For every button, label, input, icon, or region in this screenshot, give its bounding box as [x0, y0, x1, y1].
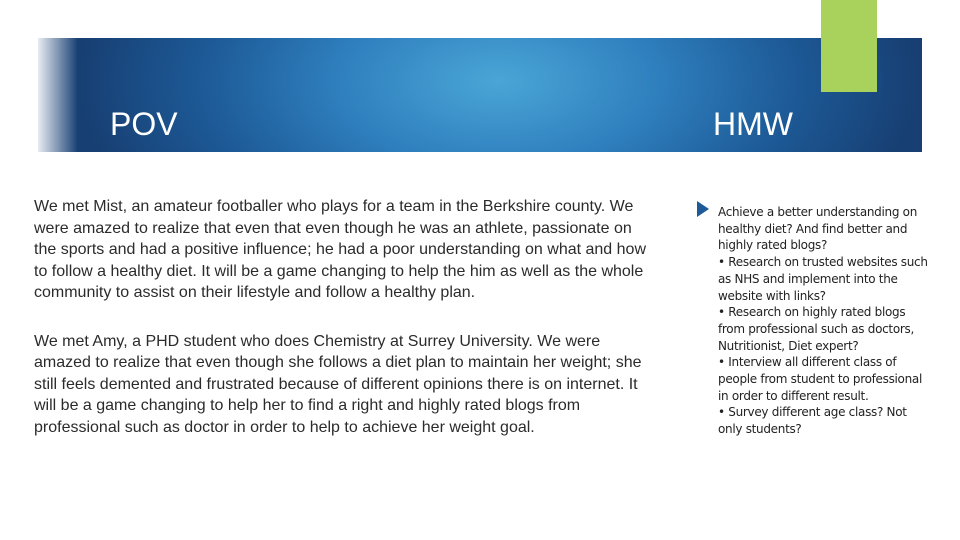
hmw-item: • Research on trusted websites such as NHS and implement into the website with links?	[718, 255, 928, 303]
pov-body	[34, 196, 654, 465]
hmw-heading: HMW	[713, 106, 793, 142]
accent-tab	[821, 0, 877, 92]
hmw-item: • Research on highly rated blogs from professional such as doctors, Nutritionist, Diet expert?	[718, 305, 914, 353]
arrow-bullet-icon	[697, 201, 709, 217]
banner-fade	[38, 38, 78, 152]
hmw-item: • Survey different age class? Not only students?	[718, 405, 907, 437]
hmw-body	[718, 204, 928, 438]
pov-paragraph-amy: We met Amy, a PHD student who does Chemistry at Surrey University. We were amazed to realize that even though she follows a diet plan to maintain her weight; she still feels demented and frustrated because of different opinions there is on internet. It will be a game changing to help her to find a right and highly rated blogs from professional such as doctor in order to help to achieve her weight goal.	[34, 332, 642, 436]
hmw-item: Achieve a better understanding on healthy diet? And find better and highly rated blogs?	[718, 205, 918, 253]
pov-heading: POV	[110, 106, 178, 142]
pov-paragraph-mist: We met Mist, an amateur footballer who plays for a team in the Berkshire county. We were amazed to realize that even that even though he was an athlete, passionate on the sports and had a positive influence; he had a poor understanding on what and how to follow a healthy diet. It will be a game changing to help the him as well as the whole community to assist on their lifestyle and follow a healthy plan.	[34, 198, 646, 301]
hmw-item: • Interview all different class of people from student to professional in order to different result.	[718, 355, 922, 403]
